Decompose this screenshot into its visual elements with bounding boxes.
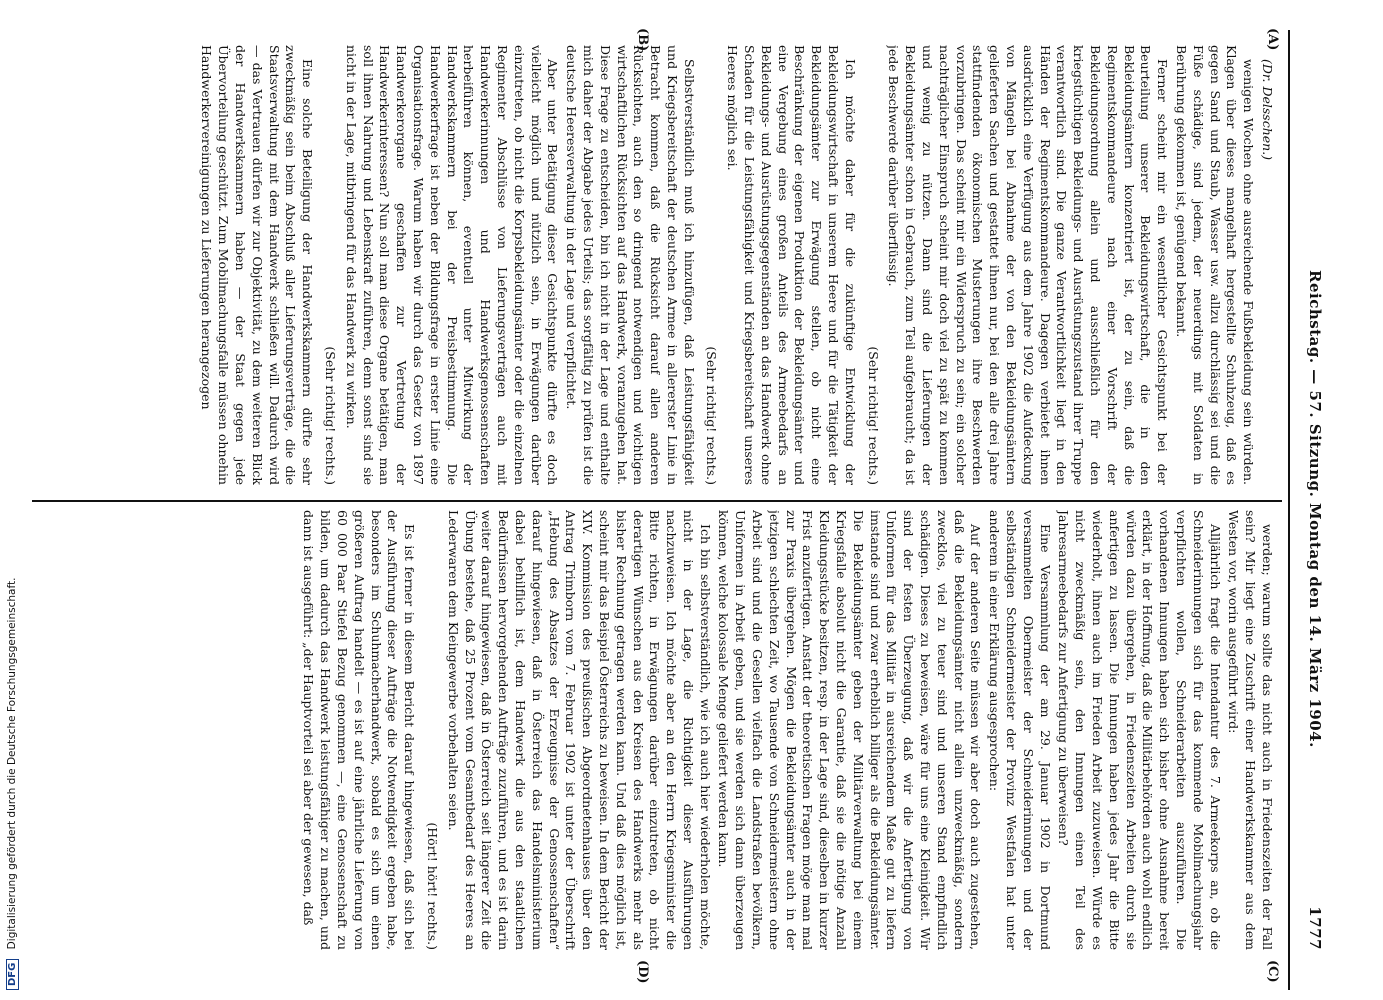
page-number: 1777: [1306, 906, 1324, 950]
paragraph: Eine Versammlung der am 29. Januar 1902 in Dortmund versammelten Obermeister der Schneiderinnungen und der selbständigen Schneidermeister der Provinz Westfalen hat unter anderem in einer Erklärung ausgesprochen:: [987, 510, 1053, 950]
quoted-paragraph: Auf der anderen Seite müssen wir aber doch auch zugestehen, daß die Bekleidungsämter nicht allein unzweckmäßig, sondern zwecklos, viel zu teuer sind und unseren Stand empfindlich schädigen. Dieses zu beweisen, wäre für uns eine Kleinigkeit. Wir sind der festen Überzeugung, daß wir die Anfertigung von Uniformen für das Militär in ausreichendem Maße gut zu liefern imstande sind und zwar erheblich billiger als die Bekleidungsämter. Die Bekleidungsämter geben der Militärverwaltung bei einem Kriegsfalle absolut nicht die Garantie, daß sie die nötige Anzahl Kleidungsstücke besitzen, resp. in der Lage sind, dieselben in kurzer Frist anzufertigen. Anstatt der theoretischen Fragen möge man mal zur Praxis übergehen. Mögen die Bekleidungsämter auch in der jetzigen schlechten Zeit, wo Tausende von Schneidermeistern ohne Arbeit sind und die Gesellen vielfach die Landstraßen bevölkern, Uniformen in Arbeit geben, und sie werden sich dann überzeugen können, welche kolossale Menge geliefert werden kann.: [716, 510, 984, 950]
digitization-credit: [6, 578, 19, 990]
newspaper-page: [0, 30, 1330, 990]
margin-mark-b: (B): [635, 28, 650, 52]
column-divider: [32, 500, 1282, 502]
speaker-label: (Dr. Delsschen.): [1260, 59, 1275, 161]
paragraph: Es ist ferner in diesem Bericht darauf hingewiesen, daß sich bei der Ausführung dieser Aufträge die Notwendigkeit ergeben habe, besonders im Schuhmacherhandwerk, sobald es sich um einen größeren Auftrag handelt — es ist auf eine jährliche Lieferung von 60 000 Paar Stiefel Bezug genommen —, eine Genossenschaft zu bilden, um dadurch das Handwerk leistungsfähiger zu machen, und dann ist ausgeführt: „der Hauptvorteil sei aber der gewesen, daß: [301, 510, 418, 950]
margin-mark-c: (C): [1265, 960, 1280, 983]
interjection: (Sehr richtig! rechts.): [322, 346, 338, 485]
dfg-logo: DFG: [6, 959, 19, 990]
left-column: [35, 45, 1275, 485]
paragraph: Eine solche Beteiligung der Handwerkskammern dürfte sehr zweckmäßig sein beim Abschluß aller Lieferungsverträge, die die Staatsverwaltung mit dem Handwerk schließen will. Dadurch wird — das Vertrauen dürfen wir zur Objektivität, zu dem weiteren Blick der Handwerkskammern haben — der Staat gegen jede Übervorteilung geschützt. Zum Mobilmachungsfalle müssen ohnehin Handwerkervereinigungen zu Lieferungen herangezogen: [199, 45, 316, 485]
paragraph: werden; warum sollte das nicht auch in Friedenszeiten der Fall sein? Mir liegt eine Zuschrift einer Handwerkskammer aus dem Westen vor, worin ausgeführt wird:: [1226, 510, 1275, 950]
margin-mark-a: (A): [1265, 28, 1280, 51]
paragraph: Aber unter Betätigung dieser Gesichtspunkte dürfte es doch vielleicht möglich und nützlich sein, in Erwägungen darüber einzutreten, ob nicht die Korpsbekleidungsämter oder die einzelnen Regimenter Abschlüsse von Lieferungsverträgen auch mit Handwerkerinnungen und Handwerksgenossenschaften herbeiführen können, eventuell unter Mitwirkung der Handwerkskammern bei der Preisbestimmung. Die Handwerkerfrage ist neben der Bildungsfrage in erster Linie eine Organisationsfrage. Warum haben wir durch das Gesetz von 1897 Handwerkerorgane geschaffen zur Vertretung der Handwerkerinteressen? Nun soll man diese Organe betätigen, man soll ihnen Nahrung und Lebenskraft zuführen, denn sonst sind sie nicht in der Lage, mitbringend für das Handwerk zu wirken.: [343, 45, 561, 485]
paragraph: Ich möchte daher für die zukünftige Entwicklung der Bekleidungswirtschaft in unserem Heere und für die Tätigkeit der Bekleidungsämter zur Erwägung stellen, ob nicht eine Beschränkung der eigenen Produktion der Bekleidungsämter und eine Vergebung eines großen Anteils des Armeebedarfs an Bekleidungs- und Ausrüstungsgegenständen an das Handwerk ohne Schaden für die Leistungsfähigkeit und Kriegsbereitschaft unseres Heeres möglich sei.: [725, 45, 858, 485]
page-title: Reichstag. — 57. Sitzung. Montag den 14. März 1904.: [1306, 270, 1324, 748]
paragraph: Ich bin selbstverständlich, wie ich auch hier wiederholen möchte, nicht in der Lage, die Richtigkeit dieser Ausführungen nachzuweisen. Ich möchte aber an den Herrn Kriegsminister die Bitte richten, in Erwägungen darüber einzutreten, ob nicht derartigen Wünschen aus den Kreisen des Handwerks mehr als bisher Rechnung getragen werden kann. Und daß dies möglich ist, scheint mir das Beispiel Österreichs zu beweisen. In dem Bericht der XIV. Kommission des preußischen Abgeordnetenhauses über den Antrag Trimborn vom 7. Februar 1902 ist unter der Überschrift „Hebung des Absatzes der Erzeugnisse der Genossenschaften“ darauf hingewiesen, daß in Österreich das Handelsministerium dabei behilflich ist, dem Handwerk die aus den staatlichen Bedürfnissen hervorgehenden Aufträge zuzuführen, und es ist darin weiter darauf hingewiesen, daß in Österreich seit längerer Zeit die Übung bestehe, daß 25 Prozent vom Gesamtbedarf des Heeres an Lederwaren dem Kleingewerbe vorbehalten seien.: [445, 510, 713, 950]
interjection: (Hört! hört! rechts.): [424, 822, 440, 950]
credit-text: Digitalisierung gefördert durch die Deutsche Forschungsgemeinschaft.: [6, 577, 18, 950]
paragraph: wenigen Wochen ohne ausreichende Fußbekleidung sein würden. Klagen über dieses mangelhaft hergestellte Schuhzeug, daß es gegen Sand und Staub, Wasser usw. allzu durchlässig sei und die Füße schädige, sind jedem, der neuerdings mit Soldaten in Berührung gekommen ist, genügend bekannt.: [1174, 45, 1257, 485]
right-column: [35, 510, 1275, 950]
margin-mark-d: (D): [635, 960, 650, 984]
paragraph: Selbstverständlich muß ich hinzufügen, daß Leistungsfähigkeit und Kriegsbereitschaft der deutschen Armee in allererster Linie in Betracht kommen, daß die Rücksicht darauf allen anderen Rücksichten, auch den so dringend notwendigen und wichtigen wirtschaftlichen Rücksichten auf das Handwerk, voranzugehen hat. Diese Frage zu entscheiden, bin ich nicht in der Lage und enthalte mich daher der Abgabe jedes Urteils; das sorgfältig zu prüfen ist die deutsche Heeresverwaltung in der Lage und verpflichtet.: [564, 45, 697, 485]
quoted-paragraph: Alljährlich fragt die Intendantur des 7. Armeekorps an, ob die Schneiderinnungen sich für das kommende Mobilmachungsjahr verpflichten wollen, Schneiderarbeiten auszuführen. Die vorhandenen Innungen haben sich bisher ohne Ausnahme bereit erklärt, in der Hoffnung, daß die Militärbehörden auch wohl endlich würden dazu übergehen, in Friedenszeiten Arbeiten durch sie anfertigen zu lassen. Die Innungen haben jedes Jahr die Bitte wiederholt, ihnen auch im Frieden Arbeit zuzuweisen. Würde es nicht zweckmäßig sein, den Innungen einen Teil des Jahresarmeebedarfs zur Anfertigung zu überweisen?: [1056, 510, 1223, 950]
page-header: [1288, 30, 1330, 990]
interjection: (Sehr richtig! rechts.): [865, 346, 881, 485]
interjection: (Sehr richtig! rechts.): [704, 346, 720, 485]
paragraph: Ferner scheint mir ein wesentlicher Gesichtspunkt bei der Beurteilung unserer Bekleidungswirtschaft, die in den Bekleidungsämtern konzentriert ist, der zu sein, daß die Regimentskommandeure nach einer Vorschrift der Bekleidungsordnung allein und ausschließlich für den kriegstüchtigen Bekleidungs- und Ausrüstungszustand ihrer Truppe verantwortlich sind. Die ganze Verantwortlichkeit liegt in den Händen der Regimentskommandeure. Dagegen verbietet ihnen ausdrücklich eine Verfügung aus dem Jahre 1902 die Aufdeckung von Mängeln bei Abnahme der von den Bekleidungsämtern gelieferten Sachen und gestattet ihnen nur, bei den alle drei Jahre stattfindenden ökonomischen Musterungen ihre Beschwerden vorzubringen. Das scheint mir ein Widerspruch zu sein; ein solcher nachträglicher Einspruch scheint mir doch viel zu spät zu kommen und wenig zu nützen. Dann sind die Lieferungen der Bekleidungsämter schon in Gebrauch, zum Teil aufgebraucht; da ist jede Beschwerde darüber überflüssig.: [886, 45, 1171, 485]
